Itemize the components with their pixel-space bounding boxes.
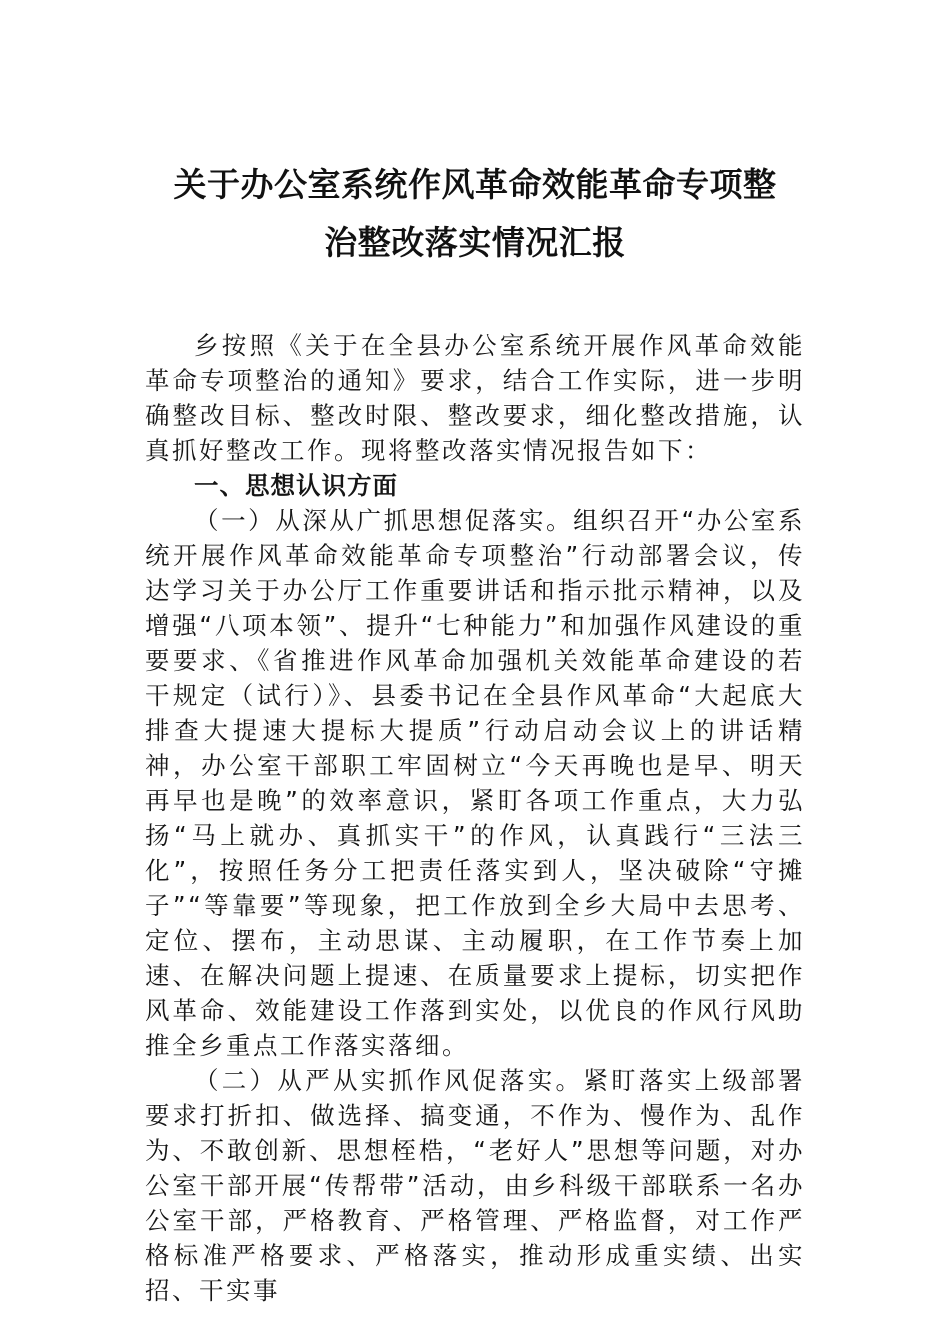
title-line-2: 治整改落实情况汇报 (324, 223, 626, 262)
intro-paragraph: 乡按照《关于在全县办公室系统开展作风革命效能革命专项整治的通知》要求，结合工作实际，进一步明确整改目标、整改时限、整改要求，细化整改措施，认真抓好整改工作。现将整改落实情况报告如下： (145, 331, 805, 465)
item-paragraph-2: （二）从严从实抓作风促落实。紧盯落实上级部署要求打折扣、做选择、搞变通，不作为、慢作为、乱作为、不敢创新、思想桎梏，“老好人”思想等问题，对办公室干部开展“传帮带”活动，由乡科级干部联系一名办公室干部，严格教育、严格管理、严格监督，对工作严格标准严格要求、严格落实，推动形成重实绩、出实招、干实事 (145, 1066, 805, 1305)
document-title (120, 156, 830, 272)
title-line-1: 关于办公室系统作风革命效能革命专项整 (173, 165, 777, 204)
document-body (145, 328, 805, 1308)
item-paragraph-1: （一）从深从广抓思想促落实。组织召开“办公室系统开展作风革命效能革命专项整治”行动部署会议，传达学习关于办公厅工作重要讲话和指示批示精神，以及增强“八项本领”、提升“七种能力”和加强作风建设的重要要求、《省推进作风革命加强机关效能革命建设的若干规定（试行）》、县委书记在全县作风革命“大起底大排查大提速大提标大提质”行动启动会议上的讲话精神，办公室干部职工牢固树立“今天再晚也是早、明天再早也是晚”的效率意识，紧盯各项工作重点，大力弘扬“马上就办、真抓实干”的作风，认真践行“三法三化”，按照任务分工把责任落实到人，坚决破除“守摊子”“等靠要”等现象，把工作放到全乡大局中去思考、定位、摆布，主动思谋、主动履职，在工作节奏上加速、在解决问题上提速、在质量要求上提标，切实把作风革命、效能建设工作落到实处，以优良的作风行风助推全乡重点工作落实落细。 (145, 506, 805, 1060)
section-heading-1: 一、思想认识方面 (194, 471, 398, 500)
